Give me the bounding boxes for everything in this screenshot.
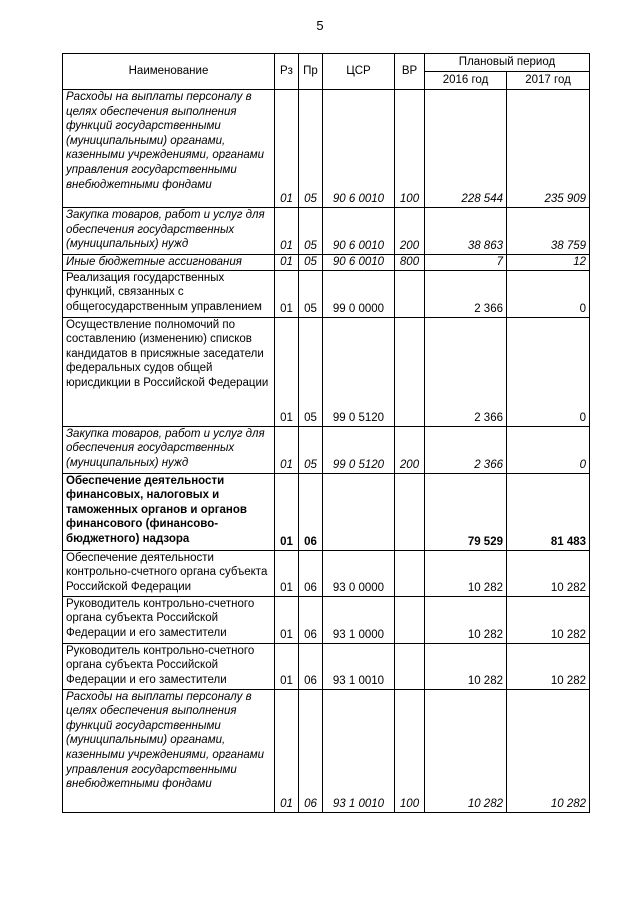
row-rz-cell: 01 [275, 596, 299, 643]
row-2017-cell: 81 483 [507, 473, 590, 550]
table-row [63, 689, 590, 812]
table-row [63, 255, 590, 271]
page-number: 5 [316, 18, 324, 33]
row-name-cell: Осуществление полномочий по составлению (изменению) списков кандидатов в присяжные заседатели федеральных судов общей юрисдикции в Российской Федерации [63, 317, 275, 426]
table-body [63, 90, 590, 813]
row-name-cell: Закупка товаров, работ и услуг для обеспечения государственных (муниципальных) нужд [63, 208, 275, 255]
row-csr-cell: 93 1 0010 [323, 689, 395, 812]
row-2017-cell: 0 [507, 270, 590, 317]
row-vr-cell: 200 [395, 426, 425, 473]
row-2017-cell: 0 [507, 426, 590, 473]
row-vr-cell [395, 270, 425, 317]
row-csr-cell: 90 6 0010 [323, 208, 395, 255]
row-csr-cell: 99 0 5120 [323, 426, 395, 473]
row-vr-cell: 200 [395, 208, 425, 255]
row-pr-cell: 06 [299, 689, 323, 812]
row-pr-cell: 05 [299, 317, 323, 426]
row-2017-cell: 235 909 [507, 90, 590, 208]
row-rz-cell: 01 [275, 550, 299, 596]
table-row [63, 208, 590, 255]
row-pr-cell: 06 [299, 643, 323, 689]
row-csr-cell: 93 0 0000 [323, 550, 395, 596]
header-csr: ЦСР [323, 54, 395, 90]
header-year-2016: 2016 год [425, 72, 507, 90]
table-row [63, 270, 590, 317]
row-2017-cell: 38 759 [507, 208, 590, 255]
row-2017-cell: 10 282 [507, 689, 590, 812]
row-csr-cell [323, 473, 395, 550]
table-row [63, 596, 590, 643]
row-rz-cell: 01 [275, 473, 299, 550]
row-name-cell: Обеспечение деятельности контрольно-счетного органа субъекта Российской Федерации [63, 550, 275, 596]
row-vr-cell [395, 317, 425, 426]
row-name-cell: Расходы на выплаты персоналу в целях обеспечения выполнения функций государственными (муниципальными) органами, казенными учреждениями, органами управления государственными внебюджетными фондами [63, 90, 275, 208]
row-csr-cell: 99 0 0000 [323, 270, 395, 317]
row-pr-cell: 06 [299, 550, 323, 596]
header-year-2017: 2017 год [507, 72, 590, 90]
table-row [63, 473, 590, 550]
header-planned-period: Плановый период [425, 54, 590, 72]
row-csr-cell: 90 6 0010 [323, 90, 395, 208]
row-vr-cell [395, 473, 425, 550]
row-rz-cell: 01 [275, 317, 299, 426]
table-row [63, 550, 590, 596]
row-2017-cell: 10 282 [507, 596, 590, 643]
budget-table [62, 53, 590, 813]
row-2016-cell: 79 529 [425, 473, 507, 550]
row-rz-cell: 01 [275, 689, 299, 812]
row-2016-cell: 2 366 [425, 317, 507, 426]
row-vr-cell [395, 550, 425, 596]
row-rz-cell: 01 [275, 426, 299, 473]
row-name-cell: Реализация государственных функций, связанных с общегосударственным управлением [63, 270, 275, 317]
row-2016-cell: 228 544 [425, 90, 507, 208]
table-row [63, 426, 590, 473]
row-2016-cell: 2 366 [425, 270, 507, 317]
header-pr: Пр [299, 54, 323, 90]
row-2016-cell: 10 282 [425, 550, 507, 596]
row-name-cell: Обеспечение деятельности финансовых, налоговых и таможенных органов и органов финансового (финансово-бюджетного) надзора [63, 473, 275, 550]
row-pr-cell: 05 [299, 90, 323, 208]
row-vr-cell [395, 643, 425, 689]
row-vr-cell [395, 596, 425, 643]
row-rz-cell: 01 [275, 208, 299, 255]
row-csr-cell: 99 0 5120 [323, 317, 395, 426]
table-row [63, 643, 590, 689]
row-2017-cell: 12 [507, 255, 590, 271]
row-name-cell: Руководитель контрольно-счетного органа субъекта Российской Федерации и его заместители [63, 596, 275, 643]
row-name-cell: Руководитель контрольно-счетного органа субъекта Российской Федерации и его заместители [63, 643, 275, 689]
row-vr-cell: 800 [395, 255, 425, 271]
row-csr-cell: 93 1 0000 [323, 596, 395, 643]
row-rz-cell: 01 [275, 255, 299, 271]
row-2016-cell: 10 282 [425, 643, 507, 689]
header-vr: ВР [395, 54, 425, 90]
row-vr-cell: 100 [395, 90, 425, 208]
header-name: Наименование [63, 54, 275, 90]
row-2017-cell: 0 [507, 317, 590, 426]
row-pr-cell: 05 [299, 270, 323, 317]
row-2016-cell: 2 366 [425, 426, 507, 473]
row-vr-cell: 100 [395, 689, 425, 812]
row-pr-cell: 05 [299, 426, 323, 473]
header-rz: Рз [275, 54, 299, 90]
row-2016-cell: 38 863 [425, 208, 507, 255]
row-csr-cell: 90 6 0010 [323, 255, 395, 271]
row-pr-cell: 06 [299, 596, 323, 643]
row-name-cell: Расходы на выплаты персоналу в целях обеспечения выполнения функций государственными (муниципальными) органами, казенными учреждениями, органами управления государственными внебюджетными фондами [63, 689, 275, 812]
row-2017-cell: 10 282 [507, 643, 590, 689]
row-rz-cell: 01 [275, 90, 299, 208]
row-name-cell: Иные бюджетные ассигнования [63, 255, 275, 271]
table-row [63, 317, 590, 426]
row-2016-cell: 7 [425, 255, 507, 271]
row-pr-cell: 05 [299, 255, 323, 271]
row-2017-cell: 10 282 [507, 550, 590, 596]
table-row [63, 90, 590, 208]
row-name-cell: Закупка товаров, работ и услуг для обеспечения государственных (муниципальных) нужд [63, 426, 275, 473]
row-pr-cell: 06 [299, 473, 323, 550]
row-rz-cell: 01 [275, 270, 299, 317]
row-2016-cell: 10 282 [425, 689, 507, 812]
row-csr-cell: 93 1 0010 [323, 643, 395, 689]
row-2016-cell: 10 282 [425, 596, 507, 643]
row-rz-cell: 01 [275, 643, 299, 689]
row-pr-cell: 05 [299, 208, 323, 255]
